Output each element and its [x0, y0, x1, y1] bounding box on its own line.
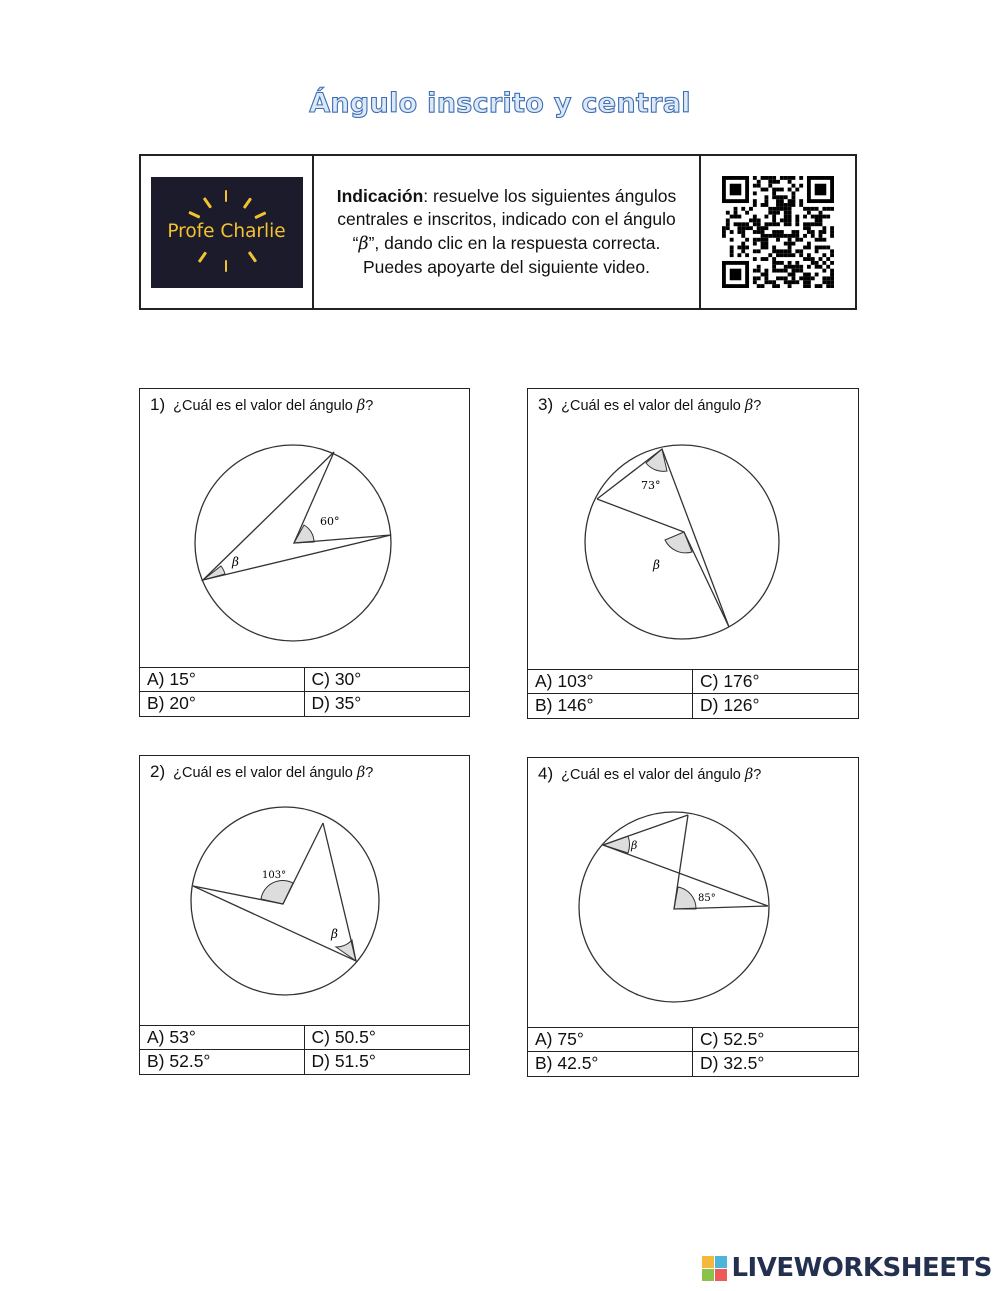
question-3-text: 3) ¿Cuál es el valor del ángulo β? [538, 395, 762, 414]
circle-diagram-3 [528, 389, 860, 671]
question-4 [527, 757, 859, 1077]
option-c[interactable]: C) 176° [693, 670, 858, 694]
option-c[interactable]: C) 30° [305, 668, 470, 692]
option-c[interactable]: C) 52.5° [693, 1028, 858, 1052]
option-c[interactable]: C) 50.5° [305, 1026, 470, 1050]
answer-grid-1 [140, 667, 469, 716]
option-d[interactable]: D) 35° [311, 693, 362, 713]
option-d[interactable]: D) 51.5° [311, 1051, 376, 1071]
option-b[interactable]: B) 52.5° [140, 1050, 305, 1074]
question-2 [139, 755, 470, 1075]
angle-label-3: 73° [641, 479, 661, 492]
beta-label-4: β [631, 839, 638, 852]
circle-diagram-4 [528, 758, 860, 1030]
question-1-text: 1) ¿Cuál es el valor del ángulo β? [150, 395, 374, 414]
logo-cell [141, 156, 314, 308]
beta-label-2: β [331, 927, 338, 941]
angle-label-4: 85° [698, 893, 716, 904]
profe-charlie-logo [151, 177, 303, 288]
option-b[interactable]: B) 20° [140, 692, 305, 716]
option-a[interactable]: A) 15° [140, 668, 305, 692]
answer-grid-4 [528, 1027, 858, 1076]
question-1 [139, 388, 470, 717]
option-d[interactable]: D) 126° [700, 695, 760, 715]
option-b[interactable]: B) 146° [528, 694, 693, 718]
instruction-tail: ”, dando clic en la respuesta correcta. Puedes apoyarte del siguiente video. [362, 232, 661, 277]
instruction-label: Indicación [336, 185, 424, 206]
circle-diagram-1 [140, 389, 471, 669]
liveworksheets-brand[interactable] [702, 1253, 992, 1283]
angle-label-1: 60° [320, 515, 340, 528]
beta-label-1: β [232, 555, 239, 569]
beta-label-3: β [653, 558, 660, 572]
circle-diagram-2 [140, 756, 471, 1028]
instruction-cell [314, 156, 701, 308]
liveworksheets-wordmark: LIVEWORKSHEETS [731, 1253, 992, 1283]
option-a[interactable]: A) 75° [528, 1028, 693, 1052]
instruction-text [322, 185, 691, 280]
answer-grid-3 [528, 669, 858, 718]
question-3 [527, 388, 859, 719]
qr-code[interactable] [722, 176, 834, 288]
option-a[interactable]: A) 103° [528, 670, 693, 694]
instruction-beta: β [358, 233, 369, 254]
option-b[interactable]: B) 42.5° [528, 1052, 693, 1076]
option-d[interactable]: D) 32.5° [700, 1053, 765, 1073]
question-4-text: 4) ¿Cuál es el valor del ángulo β? [538, 764, 762, 783]
question-2-text: 2) ¿Cuál es el valor del ángulo β? [150, 762, 374, 781]
logo-text: Profe Charlie [167, 220, 286, 242]
qr-cell [701, 156, 855, 308]
liveworksheets-icon [702, 1256, 727, 1281]
header-table [139, 154, 857, 310]
option-a[interactable]: A) 53° [140, 1026, 305, 1050]
page-title: Ángulo inscrito y central [309, 88, 691, 119]
answer-grid-2 [140, 1025, 469, 1074]
angle-label-2: 103° [262, 870, 287, 881]
instruction-body: : resuelve los siguientes ángulos centrales e inscritos, indicado con el ángulo “ [337, 185, 677, 253]
